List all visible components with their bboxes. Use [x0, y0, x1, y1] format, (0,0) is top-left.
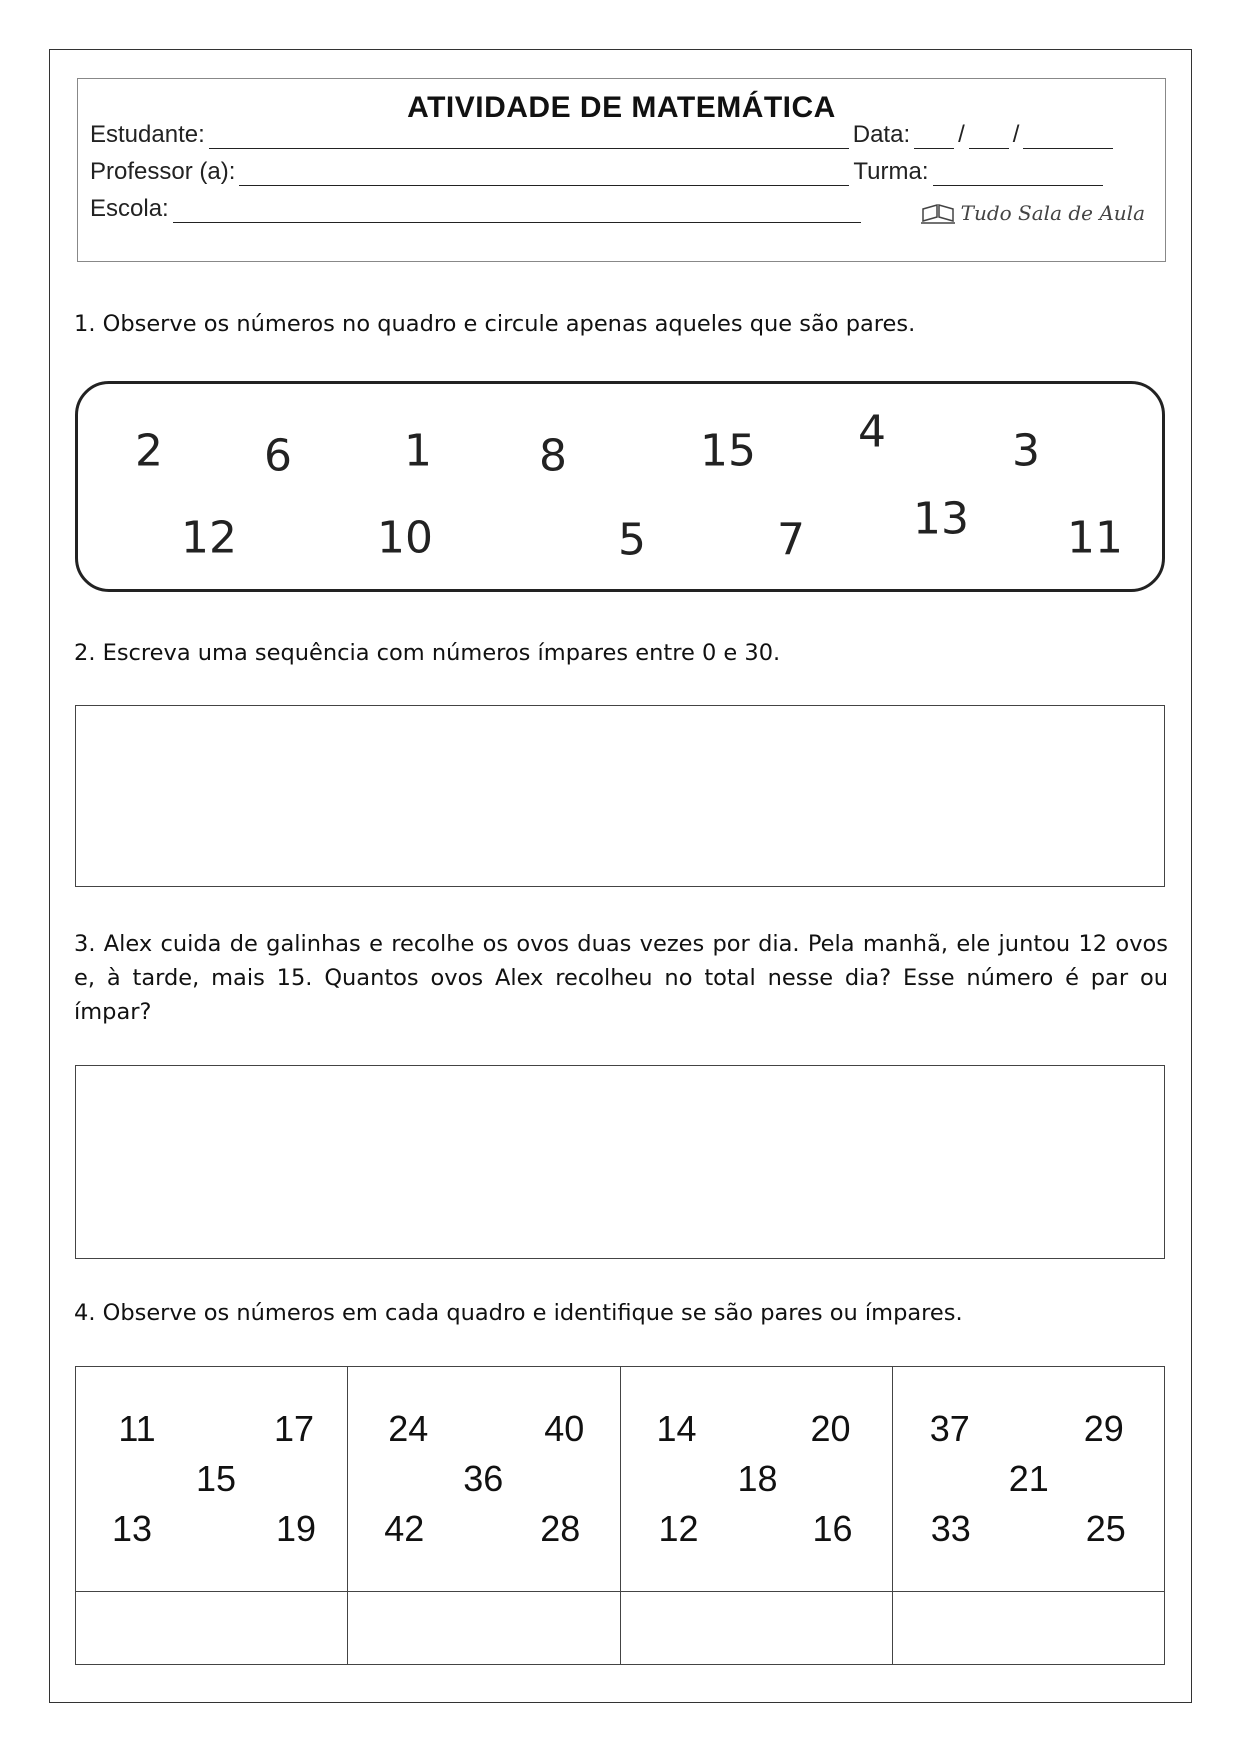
- group-number: 12: [658, 1508, 699, 1549]
- teacher-label: Professor (a):: [90, 158, 236, 185]
- group-number: 36: [463, 1458, 504, 1499]
- board-number[interactable]: 5: [618, 514, 646, 566]
- number-group-4: [892, 1367, 1164, 1592]
- board-number[interactable]: 3: [1012, 425, 1040, 477]
- date-month-field[interactable]: [969, 126, 1009, 149]
- student-line: [90, 121, 1147, 149]
- board-number[interactable]: 2: [135, 425, 163, 477]
- student-field[interactable]: [209, 126, 849, 149]
- group-number: 29: [1083, 1408, 1124, 1449]
- board-number[interactable]: 7: [777, 514, 805, 566]
- school-field[interactable]: [173, 200, 861, 223]
- question-3-text: 3. Alex cuida de galinhas e recolhe os ovos duas vezes por dia. Pela manhã, ele juntou 12 ovos e, à tarde, mais 15. Quantos ovos Alex recolheu no total nesse dia? Esse número é par ou ímpar?: [74, 931, 1168, 1025]
- answer-box-q3[interactable]: [75, 1065, 1165, 1259]
- group-number: 18: [737, 1458, 778, 1499]
- answer-cell-3[interactable]: [620, 1592, 892, 1665]
- group-number: 14: [656, 1408, 697, 1449]
- number-group-2: [348, 1367, 620, 1592]
- group-number: 17: [273, 1408, 315, 1449]
- date-separator: /: [1012, 121, 1020, 148]
- brand-logo-text: Tudo Sala de Aula: [960, 201, 1145, 225]
- board-number[interactable]: 8: [539, 430, 567, 482]
- worksheet-header: [77, 78, 1166, 262]
- board-number[interactable]: 15: [700, 425, 756, 477]
- student-label: Estudante:: [90, 121, 205, 148]
- class-field[interactable]: [933, 163, 1103, 186]
- group-number: 19: [275, 1508, 317, 1549]
- date-day-field[interactable]: [914, 126, 954, 149]
- group-number: 24: [388, 1408, 429, 1449]
- answer-cell-2[interactable]: [348, 1592, 620, 1665]
- question-2-text: 2. Escreva uma sequência com números ímpares entre 0 e 30.: [74, 640, 781, 666]
- board-number[interactable]: 10: [377, 512, 433, 564]
- group-number: 28: [540, 1508, 581, 1549]
- group-number: 33: [930, 1508, 971, 1549]
- parity-grid: [75, 1366, 1165, 1665]
- brand-logo: [921, 201, 1145, 225]
- board-number[interactable]: 4: [858, 406, 886, 458]
- teacher-line: [90, 158, 1147, 186]
- answer-box-q2[interactable]: [75, 705, 1165, 887]
- answer-cell-1[interactable]: [76, 1592, 348, 1665]
- teacher-field[interactable]: [239, 163, 849, 186]
- group-number: 42: [384, 1508, 425, 1549]
- board-number[interactable]: 6: [264, 430, 292, 482]
- board-number[interactable]: 11: [1067, 512, 1123, 564]
- number-group-3: [620, 1367, 892, 1592]
- class-label: Turma:: [853, 158, 929, 185]
- group-number: 16: [812, 1508, 853, 1549]
- group-number: 20: [810, 1408, 851, 1449]
- group-number: 13: [111, 1508, 153, 1549]
- school-label: Escola:: [90, 195, 169, 222]
- date-separator: /: [958, 121, 965, 148]
- numbers-board: [75, 381, 1165, 592]
- date-year-field[interactable]: [1023, 126, 1113, 149]
- group-number: 11: [118, 1408, 156, 1449]
- board-number[interactable]: 13: [913, 493, 969, 545]
- group-number: 25: [1085, 1508, 1126, 1549]
- page-title: ATIVIDADE DE MATEMÁTICA: [407, 91, 836, 124]
- answer-cell-4[interactable]: [892, 1592, 1164, 1665]
- board-number[interactable]: 1: [404, 425, 432, 477]
- question-4-text: 4. Observe os números em cada quadro e identifique se são pares ou ímpares.: [74, 1300, 963, 1326]
- group-number: 37: [929, 1408, 970, 1449]
- question-1-text: 1. Observe os números no quadro e circule apenas aqueles que são pares.: [74, 311, 916, 337]
- board-number[interactable]: 12: [181, 512, 237, 564]
- school-line: [90, 195, 865, 223]
- group-number: 15: [195, 1458, 237, 1499]
- date-label: Data:: [852, 121, 911, 148]
- group-number: 40: [544, 1408, 585, 1449]
- number-group-1: [76, 1367, 348, 1592]
- group-number: 21: [1008, 1458, 1049, 1499]
- open-book-icon: [921, 201, 955, 225]
